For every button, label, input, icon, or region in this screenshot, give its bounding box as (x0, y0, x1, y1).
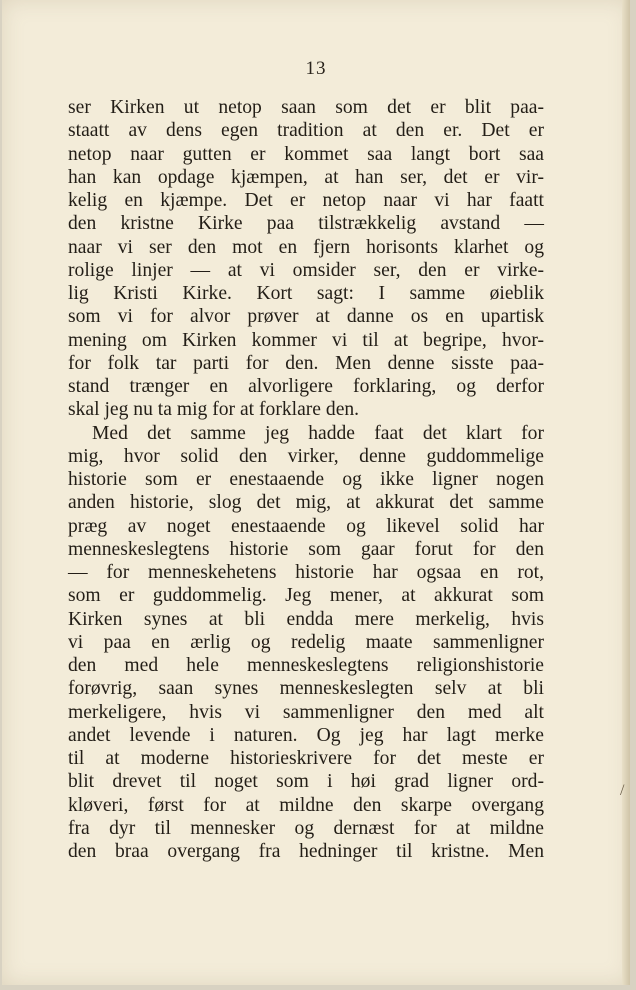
text-line: — for menneskehetens historie har ogsaa en rot, (68, 562, 544, 583)
book-page (2, 0, 630, 985)
text-line: blit drevet til noget som i høi grad ligner ord- (68, 771, 544, 793)
text-line: Med det samme jeg hadde faat det klart for (92, 422, 544, 444)
text-line: for folk tar parti for den. Men denne sisste paa- (68, 352, 544, 374)
text-line: mening om Kirken kommer vi til at begripe, hvor- (68, 329, 544, 351)
text-line: anden historie, slog det mig, at akkurat det samme (68, 492, 544, 514)
body-text (68, 96, 544, 863)
margin-mark: / (620, 782, 625, 799)
text-line: lig Kristi Kirke. Kort sagt: I samme øieblik (68, 283, 544, 304)
text-line: den kristne Kirke paa tilstrækkelig avstand — (68, 213, 544, 235)
text-line: som vi for alvor prøver at danne os en upartisk (68, 306, 544, 328)
text-line: rolige linjer — at vi omsider ser, den er virke- (68, 259, 544, 281)
text-line: netop naar gutten er kommet saa langt bort saa (68, 143, 544, 165)
text-line: forøvrig, saan synes menneskeslegten selv at bli (68, 678, 544, 700)
text-line: som er guddommelig. Jeg mener, at akkurat som (68, 585, 544, 607)
text-line: den braa overgang fra hedninger til kristne. Men (68, 841, 544, 862)
text-line: mig, hvor solid den virker, denne guddommelige (68, 445, 544, 467)
text-line: andet levende i naturen. Og jeg har lagt merke (68, 724, 544, 746)
text-line: til at moderne historieskrivere for det meste er (68, 748, 544, 769)
text-line: skal jeg nu ta mig for at forklare den. (68, 399, 360, 421)
page-number: 13 (305, 58, 327, 79)
text-line: den med hele menneskeslegtens religionshistorie (68, 655, 544, 676)
text-line: staatt av dens egen tradition at den er. Det er (68, 120, 544, 142)
text-line: han kan opdage kjæmpen, at han ser, det er vir- (68, 166, 544, 188)
text-line: naar vi ser den mot en fjern horisonts klarhet og (68, 236, 544, 258)
text-line: stand trænger en alvorligere forklaring, og derfor (68, 376, 544, 397)
text-line: menneskeslegtens historie som gaar forut for den (68, 538, 544, 560)
text-line: vi paa en ærlig og redelig maate sammenligner (68, 631, 544, 653)
text-line: kløveri, først for at mildne den skarpe overgang (68, 794, 544, 816)
text-line: præg av noget enestaaende og likevel solid har (68, 515, 544, 537)
text-line: Kirken synes at bli endda mere merkelig, hvis (68, 608, 544, 630)
text-line: historie som er enestaaende og ikke ligner nogen (68, 469, 544, 490)
text-line: ser Kirken ut netop saan som det er blit paa- (68, 97, 544, 118)
text-line: fra dyr til mennesker og dernæst for at mildne (68, 817, 544, 839)
text-line: merkeligere, hvis vi sammenligner den med alt (68, 701, 544, 723)
page-edge (622, 0, 630, 985)
text-line: kelig en kjæmpe. Det er netop naar vi har faatt (68, 190, 544, 211)
